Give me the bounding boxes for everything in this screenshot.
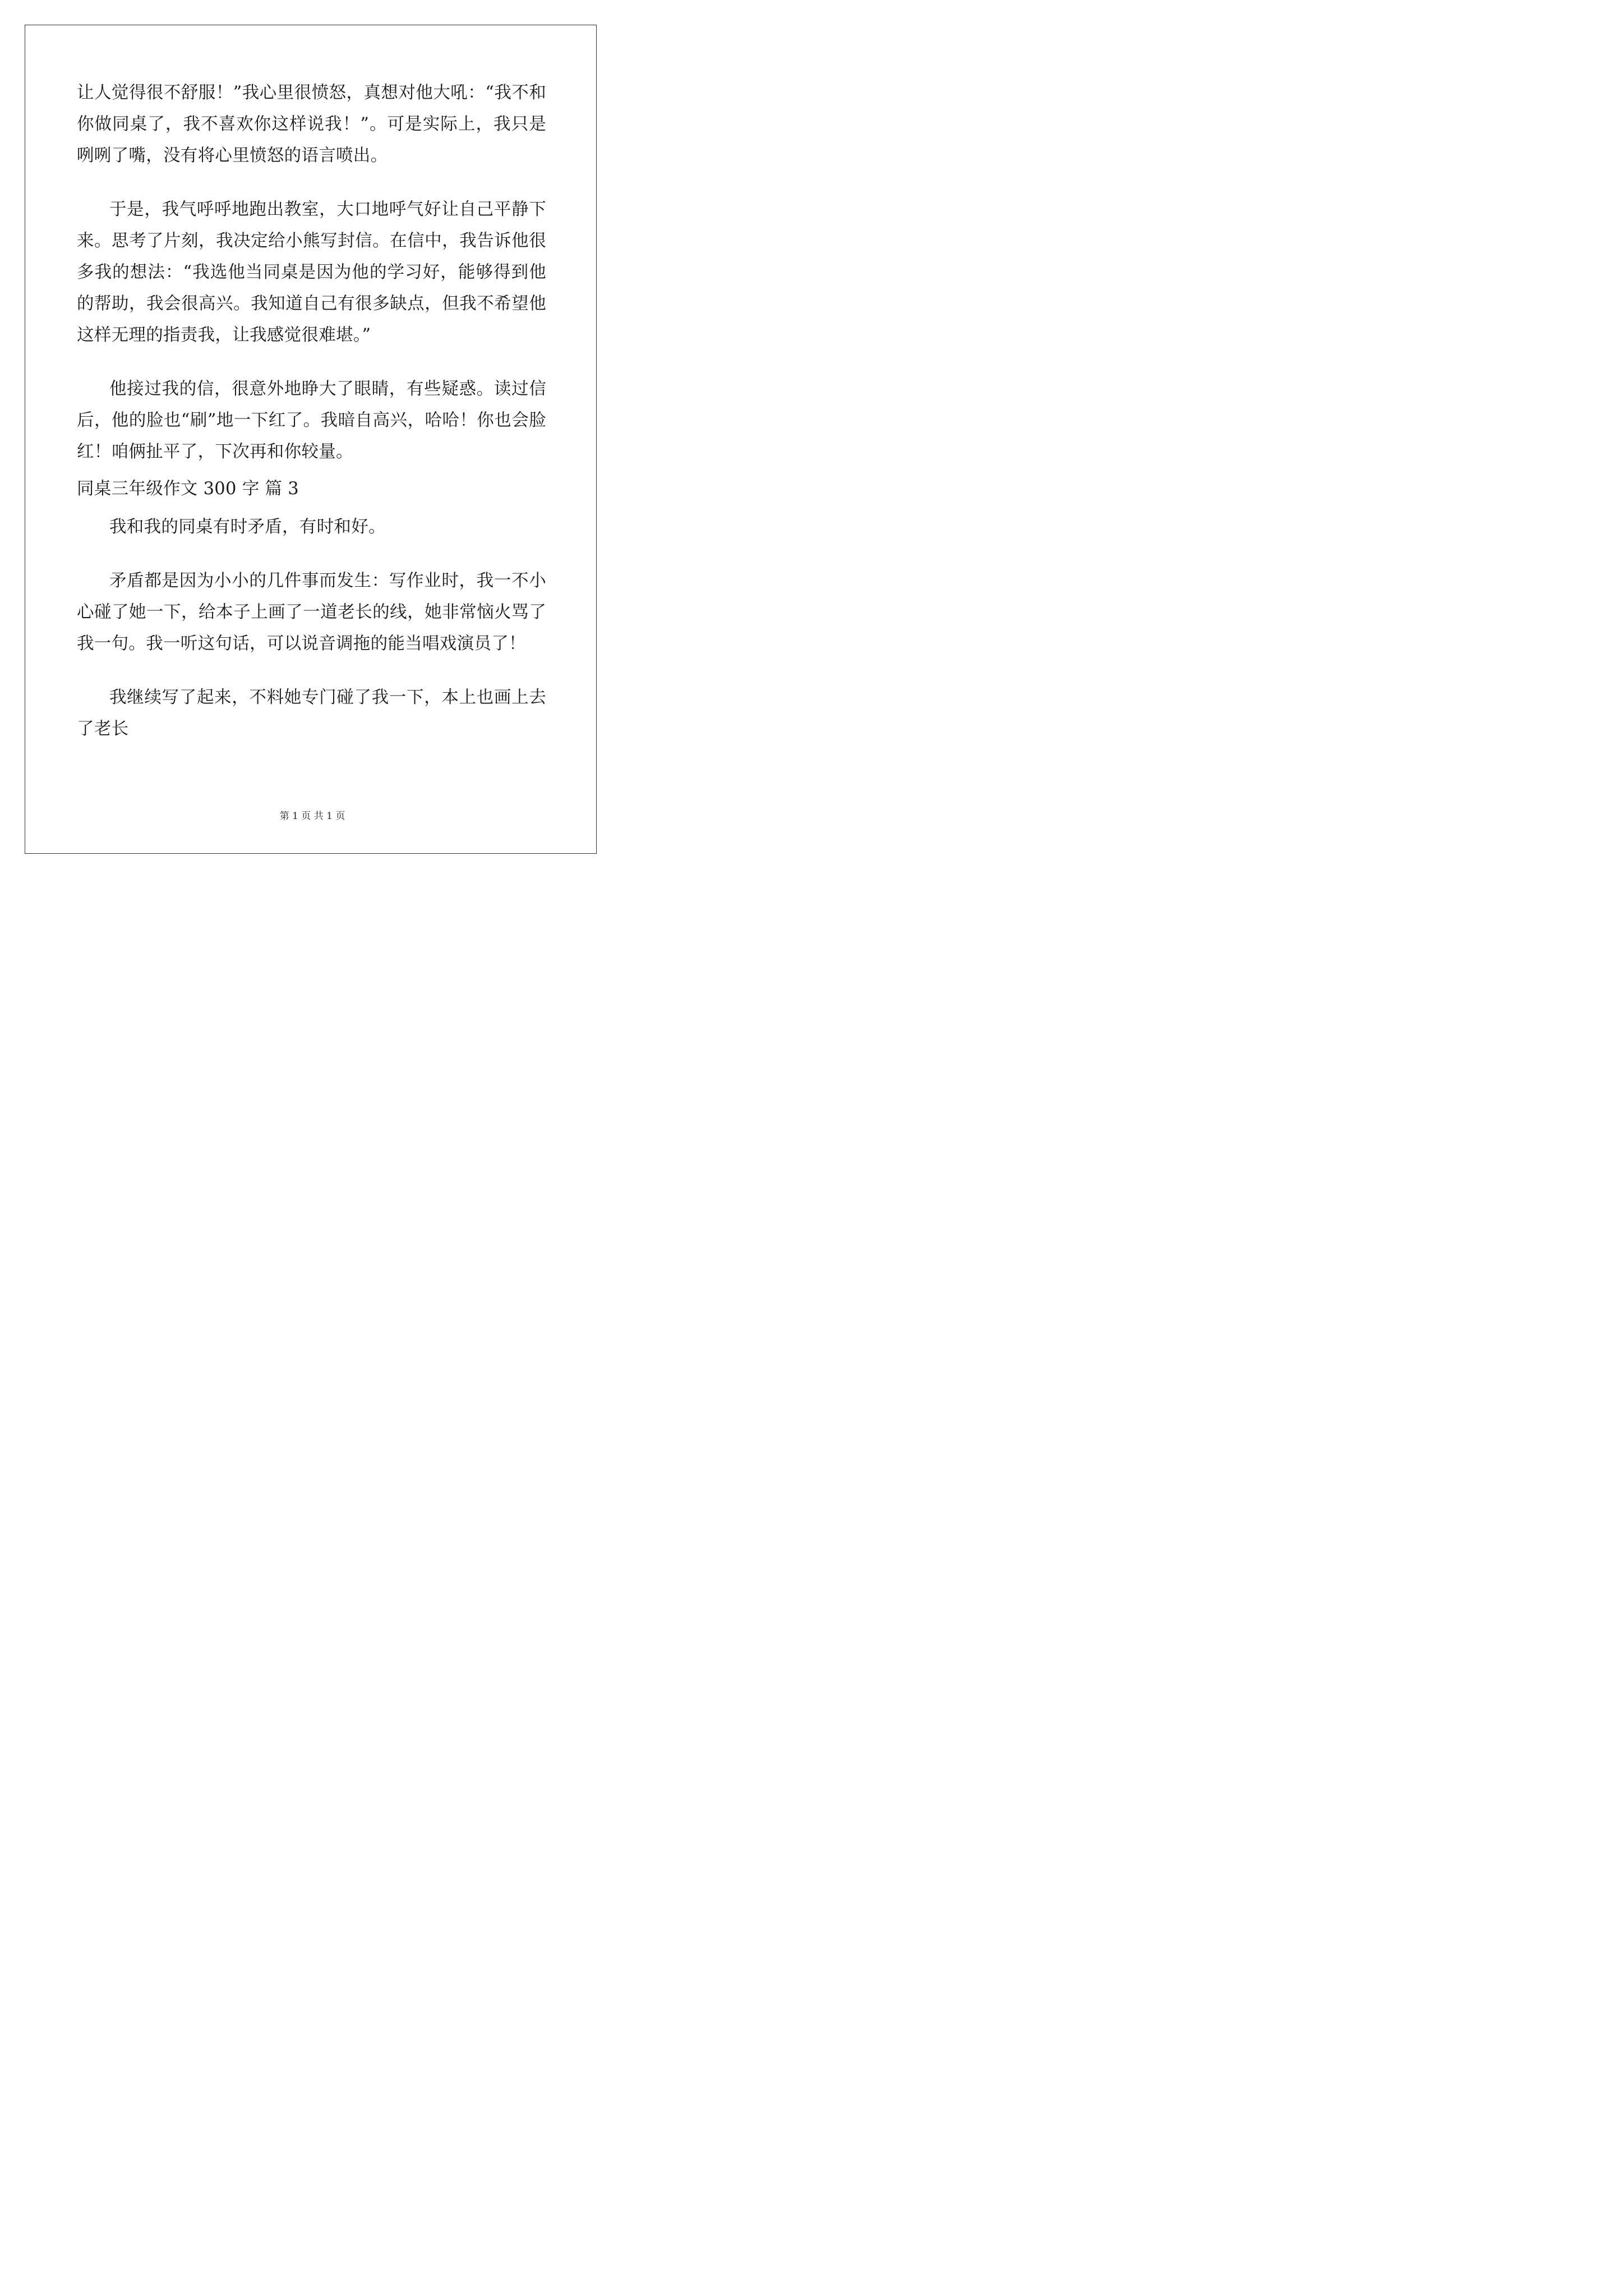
paragraph: 我继续写了起来，不料她专门碰了我一下，本上也画上去了老长 <box>77 688 546 739</box>
section-heading: 同桌三年级作文 300 字 篇 3 <box>77 479 299 499</box>
paragraph: 他接过我的信，很意外地睁大了眼睛，有些疑惑。读过信后，他的脸也“刷”地一下红了。我暗自高兴，哈哈！你也会脸红！咱俩扯平了，下次再和你较量。 <box>77 379 546 462</box>
page-number-footer: 第 1 页 共 1 页 <box>279 811 345 822</box>
document-body <box>77 77 546 745</box>
paragraph: 矛盾都是因为小小的几件事而发生：写作业时，我一不小心碰了她一下，给本子上画了一道老长的线，她非常恼火骂了我一句。我一听这句话，可以说音调拖的能当唱戏演员了！ <box>77 571 546 654</box>
paragraph: 于是，我气呼呼地跑出教室，大口地呼气好让自己平静下来。思考了片刻，我决定给小熊写封信。在信中，我告诉他很多我的想法：“我选他当同桌是因为他的学习好，能够得到他的帮助，我会很高兴。我知道自己有很多缺点，但我不希望他这样无理的指责我，让我感觉很难堪。” <box>77 200 546 345</box>
paragraph: 我和我的同桌有时矛盾，有时和好。 <box>109 517 386 537</box>
paragraph-continuation: 让人觉得很不舒服！”我心里很愤怒，真想对他大吼：“我不和你做同桌了，我不喜欢你这样说我！”。可是实际上，我只是咧咧了嘴，没有将心里愤怒的语言喷出。 <box>77 83 546 165</box>
